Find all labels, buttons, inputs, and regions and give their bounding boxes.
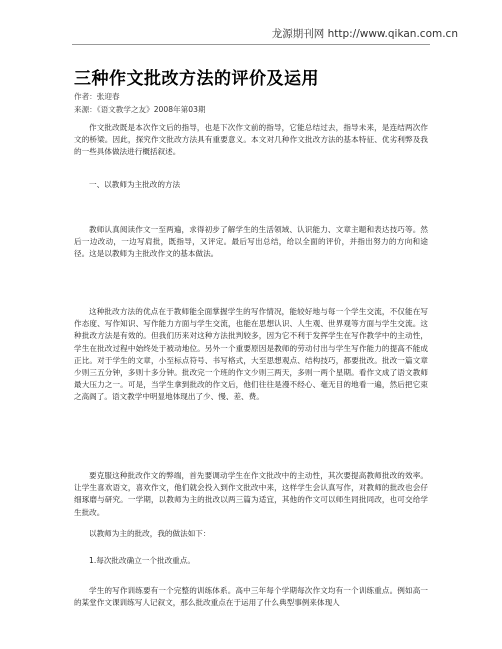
body-paragraph-4: 以教师为主的批改，我的做法如下： [89, 529, 211, 538]
abstract-paragraph: 作文批改既是本次作文后的指导，也是下次作文前的指导，它能总结过去，指导未来，是连结两次作文的桥梁。因此，探究作文批改方法具有重要意义。本文对几种作文批改方法的基本特征、优劣利弊及我的一些具体做法进行概括叙述。 [74, 123, 428, 157]
body-paragraph-2: 这种批改方法的优点在于教师能全面掌握学生的写作情况，能较好地与每一个学生交流，不仅能在写作态度、写作知识、写作能力方面与学生交流，也能在思想认识、人生观、世界观等方面与学生交流。这种批改方法是有效的。但我们历来对这种方法批判较多，因为它不利于发挥学生在写作教学中的主动性，学生在批改过程中始终处于被动地位。另外一个重要原因是教师的劳动付出与学生写作能力的提高不能成正比。对于学生的文章，小至标点符号、书写格式，大至思想观点、结构技巧，都要批改。批改一篇文章少则三五分钟，多则十多分钟。批改完一个班的作文少则三两天，多则一两个星期。看作文成了语文教师最大压力之一。可是，当学生拿到批改的作文后，他们往往是漫不经心、毫无目的地看一遍，然后把它束之高阁了。语文教学中明显地体现出了少、慢、差、费。 [74, 307, 428, 402]
body-paragraph-5: 1.每次批改确立一个批改重点。 [89, 556, 195, 565]
article-source: 来源：《语文教学之友》2008年第03期 [74, 105, 206, 114]
article-author: 作者：张迎春 [74, 92, 120, 101]
header-divider [72, 44, 430, 45]
body-paragraph-6: 学生的写作训练要有一个完整的训练体系。高中三年每个学期每次作文均有一个训练重点。例如高一的某堂作文课训练写人记叙文，那么批改重点在于运用了什么典型事例来体现人 [74, 586, 428, 608]
article-title: 三种作文批改方法的评价及运用 [74, 69, 319, 89]
body-paragraph-1: 教师认真阅读作文一至两遍，求得初步了解学生的生活领域、认识能力、文章主题和表达技巧等。然后一边改动，一边写肩批，既指导，又评定。最后写出总结，给以全面的评价，并指出努力的方向和途径。这是以教师为主批改作文的基本做法。 [74, 225, 428, 259]
section-heading: 一、以教师为主批改的方法 [89, 180, 181, 189]
body-paragraph-3: 要克服这种批改作文的弊端，首先要调动学生在作文批改中的主动性，其次要提高教师批改的效率。让学生喜欢语文，喜欢作文，他们就会投入到作文批改中来，这样学生会认真写作，对教师的批改也会仔细琢磨与研究。一学期，以教师为主的批改以两三篇为适宜，其他的作文可以师生同批同改，也可交给学生批改。 [74, 471, 428, 517]
header-site-url: 龙源期刊网 http://www.qikan.com.cn [271, 28, 458, 40]
